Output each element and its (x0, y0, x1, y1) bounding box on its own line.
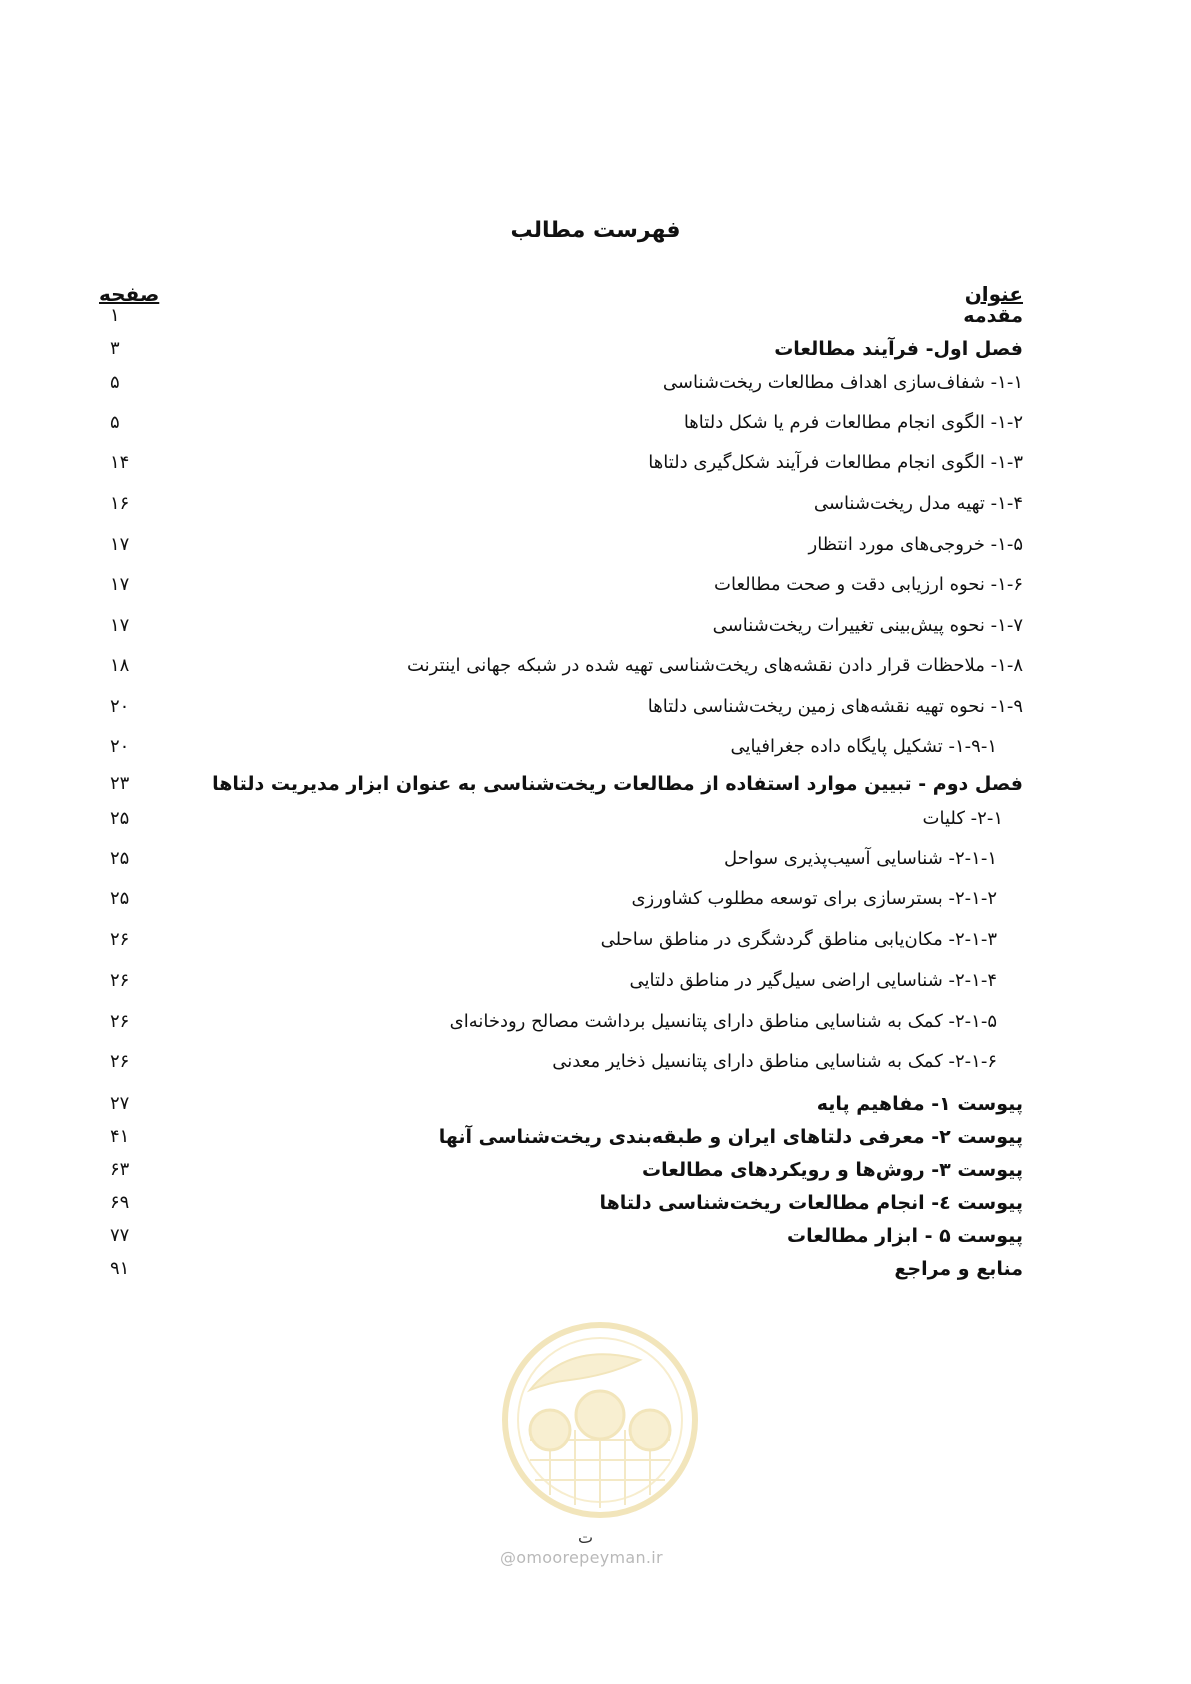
toc-entry-page: ۲۶ (110, 1051, 130, 1072)
toc-entry-title: پیوست ٤- انجام مطالعات ریخت‌شناسی دلتاها (599, 1192, 1023, 1214)
title-column-header: عنوان (964, 282, 1023, 306)
toc-entry-title: ۱-۵- خروجی‌های مورد انتظار (808, 534, 1023, 555)
toc-entry[interactable] (0, 1051, 1191, 1081)
toc-entry-title: ۲-۱-۵- کمک به شناسایی مناطق دارای پتانسیل برداشت مصالح رودخانه‌ای (449, 1011, 997, 1032)
toc-entry-title: ۲-۱-۴- شناسایی اراضی سیل‌گیر در مناطق دلتایی (629, 970, 997, 991)
toc-entry[interactable] (0, 970, 1191, 1000)
toc-entry-page: ۷۷ (110, 1225, 130, 1246)
toc-entry-title: ۱-۹-۱- تشکیل پایگاه داده جغرافیایی (730, 736, 997, 757)
toc-entry[interactable] (0, 655, 1191, 685)
toc-entry-page: ۲۷ (110, 1093, 130, 1114)
toc-entry-title: ۲-۱- کلیات (922, 808, 1003, 829)
toc-entry[interactable] (0, 338, 1191, 368)
toc-entry-page: ۲۰ (110, 696, 130, 717)
toc-entry-title: منابع و مراجع (894, 1258, 1023, 1280)
toc-entry[interactable] (0, 574, 1191, 604)
toc-entry[interactable] (0, 1093, 1191, 1123)
toc-entry-title: ۲-۱-۲- بسترسازی برای توسعه مطلوب کشاورزی (631, 888, 997, 909)
toc-entry-page: ۲۵ (110, 848, 130, 869)
toc-entry-page: ۹۱ (110, 1258, 130, 1279)
toc-entry[interactable] (0, 1126, 1191, 1156)
toc-entry-title: ۲-۱-۳- مکان‌یابی مناطق گردشگری در مناطق ساحلی (600, 929, 997, 950)
toc-entry-title: ۱-۱- شفاف‌سازی اهداف مطالعات ریخت‌شناسی (662, 372, 1023, 393)
toc-entry[interactable] (0, 808, 1191, 838)
toc-entry[interactable] (0, 412, 1191, 442)
toc-entry[interactable] (0, 1192, 1191, 1222)
toc-entry-page: ۱۶ (110, 493, 130, 514)
toc-entry-page: ۲۶ (110, 929, 130, 950)
toc-entry[interactable] (0, 305, 1191, 335)
toc-entry-title: پیوست ۲- معرفی دلتاهای ایران و طبقه‌بندی ریخت‌شناسی آنها (438, 1126, 1023, 1148)
toc-entry-page: ۲۳ (110, 773, 130, 794)
toc-entry-title: ۲-۱-۱- شناسایی آسیب‌پذیری سواحل (723, 848, 997, 869)
toc-entry-page: ۴۱ (110, 1126, 130, 1147)
toc-entry-page: ۵ (110, 372, 120, 393)
toc-entry-title: ۱-۸- ملاحظات قرار دادن نقشه‌های ریخت‌شناسی تهیه شده در شبکه جهانی اینترنت (406, 655, 1023, 676)
toc-entry-title: مقدمه (963, 305, 1023, 327)
toc-entry[interactable] (0, 1258, 1191, 1288)
toc-entry-title: ۱-۴- تهیه مدل ریخت‌شناسی (813, 493, 1023, 514)
toc-entry-title: ۲-۱-۶- کمک به شناسایی مناطق دارای پتانسیل ذخایر معدنی (552, 1051, 997, 1072)
toc-entry-page: ۲۵ (110, 888, 130, 909)
toc-entry-title: ۱-۶- نحوه ارزیابی دقت و صحت مطالعات (714, 574, 1023, 595)
toc-entry-page: ۶۹ (110, 1192, 130, 1213)
page-title: فهرست مطالب (510, 218, 681, 243)
watermark-text: @omoorepeyman.ir (500, 1548, 663, 1567)
toc-entry[interactable] (0, 1159, 1191, 1189)
page-column-header: صفحه (99, 282, 160, 306)
toc-entry-title: پیوست ۵ - ابزار مطالعات (787, 1225, 1023, 1247)
toc-entry-title: ۱-۳- الگوی انجام مطالعات فرآیند شکل‌گیری دلتاها (648, 452, 1023, 473)
toc-entry[interactable] (0, 929, 1191, 959)
toc-entry[interactable] (0, 1225, 1191, 1255)
toc-entry-page: ۲۵ (110, 808, 130, 829)
toc-entry-page: ۶۳ (110, 1159, 130, 1180)
toc-entry[interactable] (0, 736, 1191, 766)
toc-entry[interactable] (0, 848, 1191, 878)
toc-entry-title: پیوست ۱- مفاهیم پایه (816, 1093, 1023, 1115)
toc-entry[interactable] (0, 452, 1191, 482)
toc-entry-page: ۱۷ (110, 574, 130, 595)
toc-entry-title: ۱-۷- نحوه پیش‌بینی تغییرات ریخت‌شناسی (712, 615, 1023, 636)
toc-entry-page: ۱ (110, 305, 120, 326)
toc-entry[interactable] (0, 696, 1191, 726)
toc-entry-page: ۳ (110, 338, 120, 359)
toc-entry-page: ۲۶ (110, 970, 130, 991)
toc-entry-page: ۱۴ (110, 452, 130, 473)
toc-entry[interactable] (0, 888, 1191, 918)
toc-entry-page: ۲۰ (110, 736, 130, 757)
toc-entry[interactable] (0, 615, 1191, 645)
toc-entry-page: ۱۷ (110, 615, 130, 636)
toc-entry[interactable] (0, 1011, 1191, 1041)
toc-entry-title: فصل دوم - تبیین موارد استفاده از مطالعات ریخت‌شناسی به عنوان ابزار مدیریت دلتاها (212, 773, 1023, 795)
toc-entry-page: ۵ (110, 412, 120, 433)
toc-entry-page: ۱۸ (110, 655, 130, 676)
toc-entry[interactable] (0, 372, 1191, 402)
watermark-seal-icon (490, 1320, 710, 1520)
toc-entry[interactable] (0, 773, 1191, 803)
toc-entry-title: پیوست ۳- روش‌ها و رویکردهای مطالعات (642, 1159, 1023, 1181)
toc-entry[interactable] (0, 534, 1191, 564)
toc-entry-title: فصل اول- فرآیند مطالعات (774, 338, 1023, 360)
toc-entry-page: ۲۶ (110, 1011, 130, 1032)
toc-entry[interactable] (0, 493, 1191, 523)
page-number-letter: ت (578, 1528, 594, 1547)
toc-entry-title: ۱-۲- الگوی انجام مطالعات فرم یا شکل دلتاها (683, 412, 1023, 433)
toc-entry-title: ۱-۹- نحوه تهیه نقشه‌های زمین ریخت‌شناسی دلتاها (647, 696, 1023, 717)
toc-entry-page: ۱۷ (110, 534, 130, 555)
